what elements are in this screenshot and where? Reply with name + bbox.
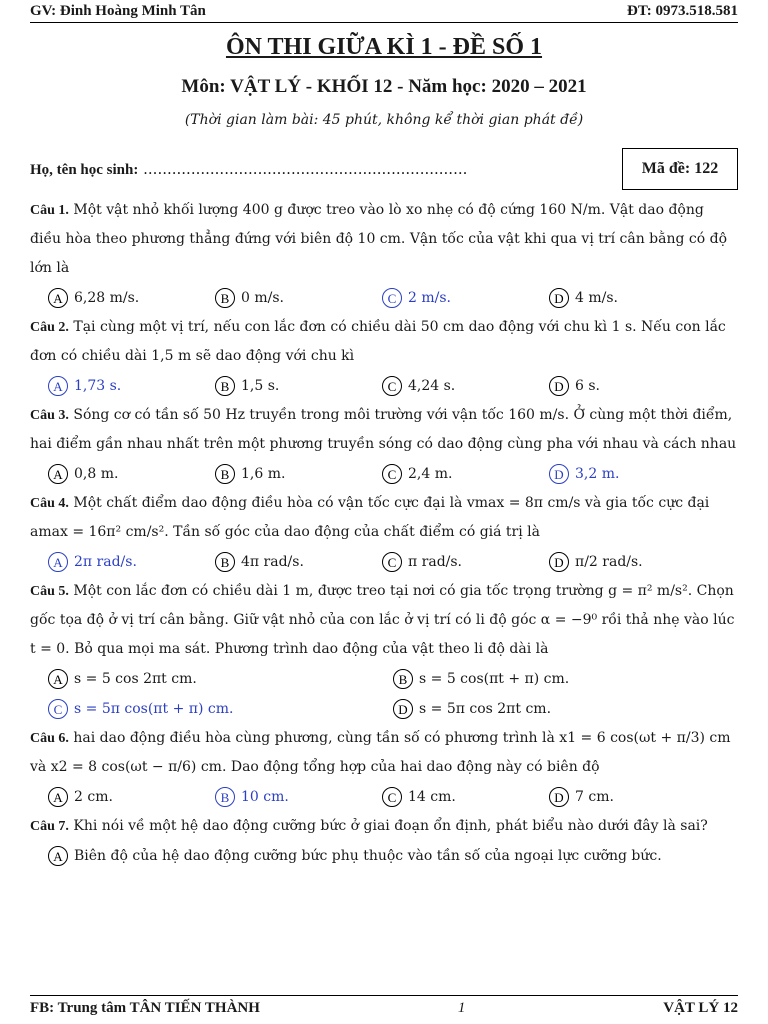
option-letter-d: D (549, 464, 569, 484)
option-text: π/2 rad/s. (575, 553, 643, 570)
question-list (30, 196, 738, 871)
option-letter-a: A (48, 787, 68, 807)
option-a[interactable] (48, 372, 215, 401)
option-c[interactable] (382, 783, 549, 812)
question-number: Câu 4. (30, 496, 69, 511)
option-c[interactable] (382, 372, 549, 401)
option-b[interactable] (215, 783, 382, 812)
question-number: Câu 3. (30, 408, 69, 423)
option-a[interactable] (48, 842, 698, 871)
student-label: Họ, tên học sinh: (30, 162, 139, 178)
option-letter-d: D (549, 552, 569, 572)
question-number: Câu 6. (30, 731, 69, 746)
option-text: 10 cm. (241, 788, 289, 805)
exam-subtitle: Môn: VẬT LÝ - KHỐI 12 - Năm học: 2020 – 2021 (181, 76, 587, 97)
option-c[interactable] (48, 694, 393, 724)
option-text: 2,4 m. (408, 465, 453, 482)
question-number: Câu 7. (30, 819, 69, 834)
option-letter-b: B (215, 552, 235, 572)
page-number: 1 (457, 999, 466, 1016)
student-name-blank: .................................................................... (143, 160, 468, 178)
option-text: s = 5π cos(πt + π) cm. (74, 700, 234, 717)
question-number: Câu 1. (30, 203, 69, 218)
question-1 (30, 196, 738, 283)
option-d[interactable] (549, 548, 716, 577)
option-d[interactable] (549, 372, 716, 401)
option-letter-c: C (382, 288, 402, 308)
option-a[interactable] (48, 783, 215, 812)
option-letter-a: A (48, 552, 68, 572)
option-text: 3,2 m. (575, 465, 620, 482)
option-text: 2π rad/s. (74, 553, 137, 570)
option-text: 4π rad/s. (241, 553, 304, 570)
option-letter-d: D (549, 376, 569, 396)
option-d[interactable] (549, 284, 716, 313)
option-b[interactable] (215, 372, 382, 401)
option-a[interactable] (48, 548, 215, 577)
question-2 (30, 313, 738, 371)
option-text: 6,28 m/s. (74, 289, 140, 306)
option-c[interactable] (382, 284, 549, 313)
option-b[interactable] (215, 548, 382, 577)
question-text: Tại cùng một vị trí, nếu con lắc đơn có chiều dài 50 cm dao động với chu kì 1 s. Nếu con lắc đơn có chiều dài 1,5 m sẽ dao động với chu kì (30, 319, 726, 364)
option-letter-a: A (48, 288, 68, 308)
option-b[interactable] (215, 284, 382, 313)
question-number: Câu 5. (30, 584, 69, 599)
page-footer (30, 995, 738, 1020)
option-text: 0 m/s. (241, 289, 284, 306)
option-letter-c: C (382, 376, 402, 396)
question-5 (30, 577, 738, 664)
question-text: Một vật nhỏ khối lượng 400 g được treo vào lò xo nhẹ có độ cứng 160 N/m. Vật dao động điều hòa theo phương thẳng đứng với biên độ 10 cm. Vận tốc của vật khi qua vị trí cân bằng có độ lớn là (30, 202, 728, 276)
option-letter-b: B (215, 288, 235, 308)
option-text: s = 5 cos(πt + π) cm. (419, 670, 570, 687)
option-letter-b: B (215, 787, 235, 807)
option-d[interactable] (549, 783, 716, 812)
question-7 (30, 812, 738, 841)
question-text: Sóng cơ có tần số 50 Hz truyền trong môi trường với vận tốc 160 m/s. Ở cùng một thời điểm, hai điểm gần nhau nhất trên một phương truyền sóng có dao động cùng pha với nhau và cách nhau (30, 407, 737, 452)
option-a[interactable] (48, 460, 215, 489)
option-letter-c: C (382, 787, 402, 807)
question-text: Một chất điểm dao động điều hòa có vận tốc cực đại là vmax = 8π cm/s và gia tốc cực đại amax = 16π² cm/s². Tần số góc của dao động của chất điểm có giá trị là (30, 495, 710, 540)
question-text: Một con lắc đơn có chiều dài 1 m, được treo tại nơi có gia tốc trọng trường g = π² m/s². Chọn gốc tọa độ ở vị trí cân bằng. Giữ vật nhỏ của con lắc ở vị trí có li độ góc α = −9⁰ rồi thả nhẹ vào lúc t = 0. Bỏ qua mọi ma sát. Phương trình dao động của vật theo li độ dài là (30, 583, 735, 657)
option-letter-c: C (48, 699, 68, 719)
option-letter-c: C (382, 552, 402, 572)
option-text: 14 cm. (408, 788, 456, 805)
question-6 (30, 724, 738, 782)
question-4 (30, 489, 738, 547)
question-3 (30, 401, 738, 459)
option-text: 7 cm. (575, 788, 614, 805)
option-text: s = 5π cos 2πt cm. (419, 700, 552, 717)
exam-code: Mã đề: 122 (641, 160, 719, 177)
footer-subject: VẬT LÝ 12 (663, 999, 738, 1016)
options-q4 (48, 547, 738, 577)
page-header (30, 0, 738, 23)
option-text: π rad/s. (408, 553, 463, 570)
option-letter-c: C (382, 464, 402, 484)
option-letter-a: A (48, 669, 68, 689)
exam-title: ÔN THI GIỮA KÌ 1 - ĐỀ SỐ 1 (225, 34, 543, 60)
question-text: hai dao động điều hòa cùng phương, cùng tần số có phương trình là x1 = 6 cos(ωt + π/3) cm và x2 = 8 cos(ωt − π/6) cm. Dao động tổng hợp của hai dao động này có biên độ (30, 730, 731, 775)
option-b[interactable] (215, 460, 382, 489)
question-number: Câu 2. (30, 320, 69, 335)
option-text: s = 5 cos 2πt cm. (74, 670, 197, 687)
option-text: 4 m/s. (575, 289, 618, 306)
student-name-line (30, 160, 467, 179)
option-d[interactable] (549, 460, 716, 489)
options-q3 (48, 459, 738, 489)
option-c[interactable] (382, 460, 549, 489)
exam-code-box (622, 148, 738, 190)
option-letter-b: B (215, 376, 235, 396)
option-text: 1,5 s. (241, 377, 280, 394)
option-text: 0,8 m. (74, 465, 119, 482)
option-b[interactable] (393, 664, 738, 694)
teacher-phone: ĐT: 0973.518.581 (627, 2, 738, 19)
option-letter-a: A (48, 376, 68, 396)
options-q7 (48, 841, 738, 871)
option-letter-a: A (48, 464, 68, 484)
option-letter-d: D (393, 699, 413, 719)
option-a[interactable] (48, 284, 215, 313)
option-text: 2 m/s. (408, 289, 451, 306)
option-text: 6 s. (575, 377, 600, 394)
options-q5 (48, 664, 738, 724)
option-a[interactable] (48, 664, 393, 694)
option-text: 1,6 m. (241, 465, 286, 482)
option-text: 4,24 s. (408, 377, 456, 394)
options-q2 (48, 371, 738, 401)
time-note: (Thời gian làm bài: 45 phút, không kể thời gian phát đề) (184, 112, 584, 128)
option-letter-b: B (393, 669, 413, 689)
option-text: Biên độ của hệ dao động cưỡng bức phụ thuộc vào tần số của ngoại lực cưỡng bức. (74, 847, 662, 864)
option-letter-d: D (549, 288, 569, 308)
options-q1 (48, 283, 738, 313)
option-text: 1,73 s. (74, 377, 122, 394)
option-letter-b: B (215, 464, 235, 484)
teacher-name: GV: Đinh Hoàng Minh Tân (30, 2, 206, 19)
option-c[interactable] (382, 548, 549, 577)
footer-center-name: FB: Trung tâm TÂN TIẾN THÀNH (30, 999, 260, 1016)
option-text: 2 cm. (74, 788, 113, 805)
option-letter-d: D (549, 787, 569, 807)
option-letter-a: A (48, 846, 68, 866)
option-d[interactable] (393, 694, 738, 724)
question-text: Khi nói về một hệ dao động cưỡng bức ở giai đoạn ổn định, phát biểu nào dưới đây là sai? (73, 818, 708, 834)
options-q6 (48, 782, 738, 812)
